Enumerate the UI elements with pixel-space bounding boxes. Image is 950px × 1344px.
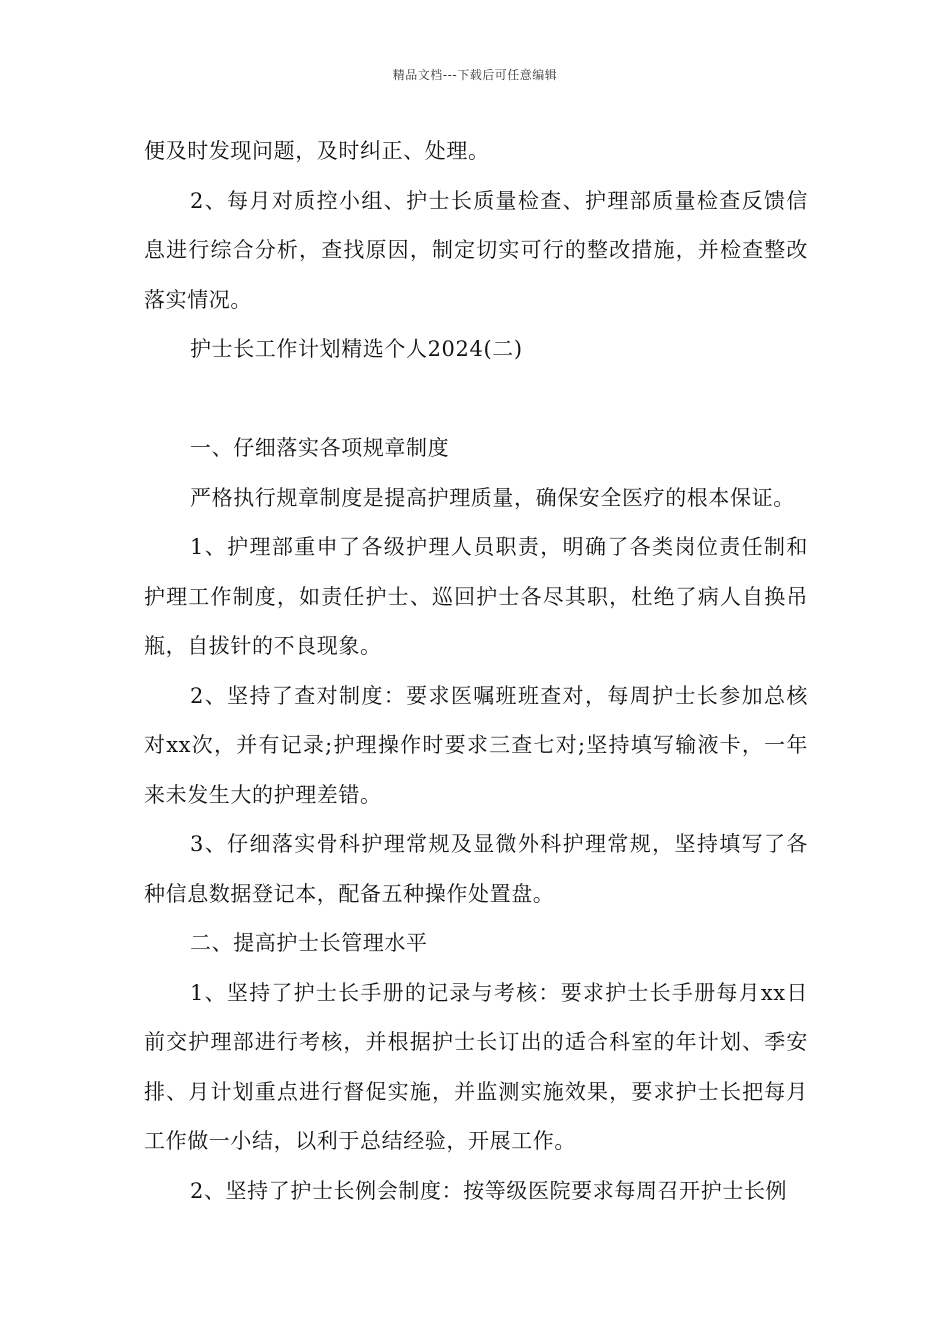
paragraph-continuation: 便及时发现问题，及时纠正、处理。 [144, 139, 490, 163]
paragraph-item-2-meetings: 2、坚持了护士长例会制度：按等级医院要求每周召开护士长例 [190, 1178, 788, 1203]
document-body [144, 127, 808, 1216]
paragraph-item-1-duties: 1、护理部重申了各级护理人员职责，明确了各类岗位责任制和护理工作制度，如责任护士、巡回护士各尽其职，杜绝了病人自换吊瓶，自拔针的不良现象。 [144, 535, 808, 658]
paragraph-item-1-manual: 1、坚持了护士长手册的记录与考核：要求护士长手册每月xx日前交护理部进行考核，并根据护士长订出的适合科室的年计划、季安排、月计划重点进行督促实施，并监测实施效果，要求护士长把每月工作做一小结，以利于总结经验，开展工作。 [144, 980, 808, 1153]
paragraph-item-3-routines: 3、仔细落实骨科护理常规及显微外科护理常规，坚持填写了各种信息数据登记本，配备五种操作处置盘。 [144, 832, 808, 906]
blank-line [144, 375, 808, 425]
page-header: 精品文档---下载后可任意编辑 [392, 68, 558, 82]
heading-two: 二、提高护士长管理水平 [190, 931, 428, 955]
paragraph-item-2-analysis: 2、每月对质控小组、护士长质量检查、护理部质量检查反馈信息进行综合分析，查找原因，制定切实可行的整改措施，并检查整改落实情况。 [144, 188, 808, 312]
paragraph-intro: 严格执行规章制度是提高护理质量，确保安全医疗的根本保证。 [190, 485, 795, 510]
heading-one: 一、仔细落实各项规章制度 [190, 436, 450, 460]
section-title: 护士长工作计划精选个人2024(二) [190, 337, 523, 361]
paragraph-item-2-checks: 2、坚持了查对制度：要求医嘱班班查对，每周护士长参加总核对xx次，并有记录;护理操作时要求三查七对;坚持填写输液卡，一年来未发生大的护理差错。 [144, 683, 808, 807]
